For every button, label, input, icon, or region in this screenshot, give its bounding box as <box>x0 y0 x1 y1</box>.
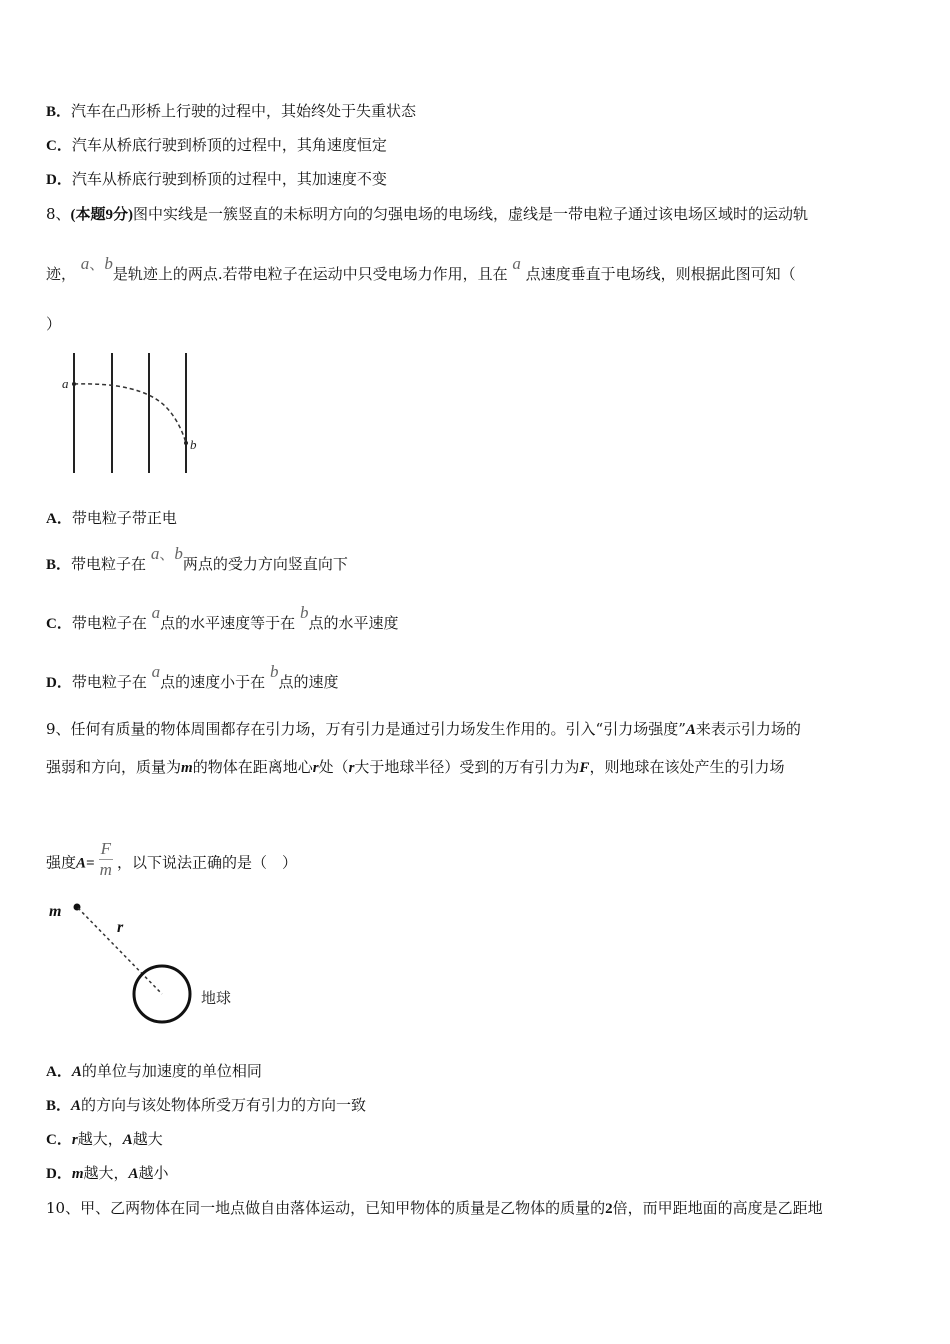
q8-option-a: A．带电粒子带正电 <box>46 509 177 527</box>
q9-option-a: A．A的单位与加速度的单位相同 <box>46 1062 262 1080</box>
label-b: b <box>190 437 197 452</box>
q7-option-d: D．汽车从桥底行驶到桥顶的过程中，其加速度不变 <box>46 170 387 188</box>
formula-fraction: $\frac{F}{m}$ <box>99 839 112 879</box>
label-a: a <box>62 376 69 391</box>
q7-option-b: B．汽车在凸形桥上行驶的过程中，其始终处于失重状态 <box>46 102 417 120</box>
q8-field-figure <box>55 348 205 478</box>
q8-stem-line3: ） <box>46 315 62 333</box>
q7-option-c: C．汽车从桥底行驶到桥顶的过程中，其角速度恒定 <box>46 136 387 154</box>
q9-stem-line2: 强弱和方向，质量为m的物体在距离地心r处（r大于地球半径）受到的万有引力为F，则地球在该处产生的引力场 <box>46 758 785 776</box>
q9-stem-line3: 强度A= $\frac{F}{m}$ ，以下说法正确的是（ ） <box>46 839 297 879</box>
q9-option-c: C．r越大，A越大 <box>46 1130 163 1148</box>
label-m: m <box>49 903 62 920</box>
q9-option-d: D．m越大，A越小 <box>46 1164 169 1182</box>
q9-option-b: B．A的方向与该处物体所受万有引力的方向一致 <box>46 1096 367 1114</box>
q8-option-d: D．带电粒子在 a点的速度小于在 b点的速度 <box>46 662 339 691</box>
q8-stem-line2: 迹， a、b是轨迹上的两点.若带电粒子在运动中只受电场力作用，且在 a 点速度垂直于电场线，则根据此图可知（ <box>46 254 796 283</box>
point-a <box>72 382 76 386</box>
q8-stem-line1: 8、(本题9分)图中实线是一簇竖直的未标明方向的匀强电场的电场线，虚线是一带电粒子通过该电场区域时的运动轨 <box>46 205 809 223</box>
q9-earth-figure <box>45 895 255 1035</box>
q8-option-c: C．带电粒子在 a点的水平速度等于在 b点的水平速度 <box>46 603 399 632</box>
point-b <box>184 441 188 445</box>
label-r: r <box>117 919 124 936</box>
q8-option-b: B．带电粒子在 a、b两点的受力方向竖直向下 <box>46 544 348 573</box>
label-earth: 地球 <box>201 989 232 1007</box>
trajectory-curve <box>74 384 186 443</box>
q9-stem-line1: 9、任何有质量的物体周围都存在引力场，万有引力是通过引力场发生作用的。引入“引力场强度”A来表示引力场的 <box>46 720 801 738</box>
q10-stem-line1: 10、甲、乙两物体在同一地点做自由落体运动，已知甲物体的质量是乙物体的质量的2倍，而甲距地面的高度是乙距地 <box>46 1199 823 1217</box>
